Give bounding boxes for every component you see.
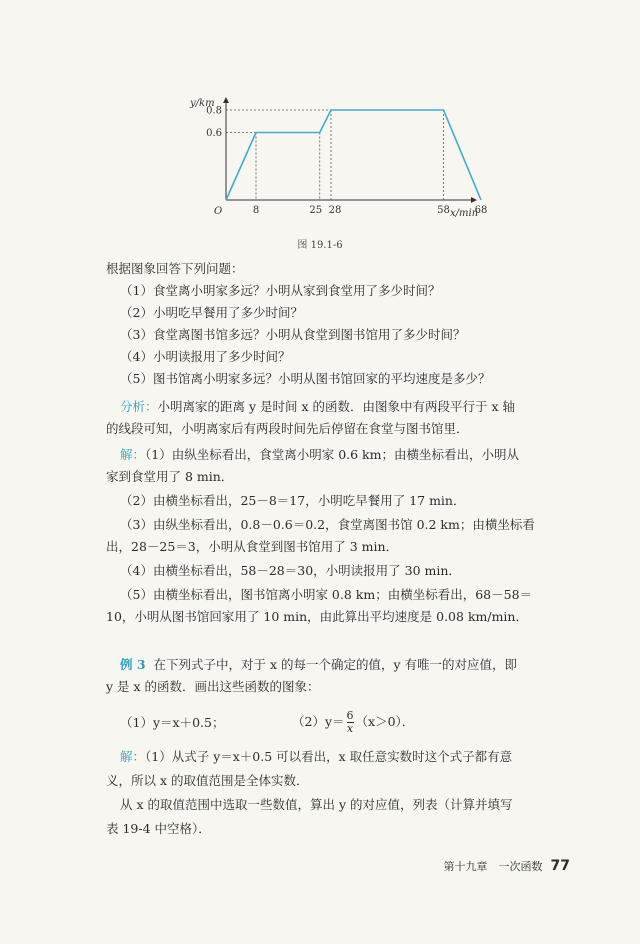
answer-5-line-2: 10，小明从图书馆回家用了 10 min，由此算出平均速度是 0.08 km/min． — [106, 609, 528, 624]
page-footer — [444, 858, 570, 874]
figure-caption: 图 19.1-6 — [297, 240, 343, 251]
x-tick-label: 25 — [309, 205, 323, 216]
distance-time-graph — [176, 92, 516, 242]
x-tick-label: 8 — [252, 205, 260, 216]
example-3-solution-line-4: 表 19-4 中空格）． — [106, 821, 211, 836]
y-tick-label: 0.6 — [206, 128, 222, 139]
example-3-solution-text-1: （1）从式子 y＝x＋0.5 可以看出，x 取任意实数时这个式子都有意 — [145, 749, 513, 764]
answer-1-line-2: 家到食堂用了 8 min． — [106, 469, 234, 484]
x-tick-label: 68 — [474, 205, 488, 216]
example-3-text-1: 在下列式子中，对于 x 的每一个确定的值，y 有唯一的对应值，即 — [153, 657, 518, 672]
example-3-solution-line-2: 义，所以 x 的取值范围是全体实数． — [106, 773, 309, 788]
analysis-label: 分析： — [120, 399, 158, 414]
y-tick-label: 0.8 — [206, 105, 222, 117]
chapter-title: 第十九章 一次函数 — [443, 860, 543, 873]
example-3-line-1 — [120, 654, 517, 676]
example-3-label: 例 3 — [120, 657, 146, 672]
question-3: （3）食堂离图书馆多远？小明从食堂到图书馆用了多少时间？ — [120, 327, 466, 342]
function-2 — [292, 708, 414, 736]
analysis-text-1: 小明离家的距离 y 是时间 x 的函数．由图象中有两段平行于 x 轴 — [157, 399, 516, 414]
example-3-solution-line-1 — [120, 746, 512, 768]
question-5: （5）图书馆离小明家多远？小明从图书馆回家的平均速度是多少？ — [120, 371, 491, 386]
question-1: （1）食堂离小明家多远？小明从家到食堂用了多少时间？ — [120, 283, 441, 298]
question-4: （4）小明读报用了多少时间？ — [120, 349, 291, 364]
fraction-numerator: 6 — [346, 709, 354, 722]
example-3-line-2: y 是 x 的函数．画出这些函数的图象： — [106, 679, 320, 694]
answer-3-line-1: （3）由纵坐标看出，0.8－0.6＝0.2，食堂离图书馆 0.2 km；由横坐标看 — [120, 517, 535, 532]
page-number: 77 — [550, 858, 570, 874]
x-axis-label: x/min — [450, 208, 479, 219]
fraction — [347, 710, 354, 735]
x-tick-label: 58 — [437, 205, 450, 216]
answer-5-line-1: （5）由横坐标看出，图书馆离小明家 0.8 km；由横坐标看出，68－58＝ — [120, 587, 533, 602]
fraction-denominator: x — [346, 722, 354, 735]
answer-1-text: （1）由纵坐标看出，食堂离小明家 0.6 km；由横坐标看出，小明从 — [145, 447, 519, 462]
answer-3-line-2: 出，28－25＝3，小明从食堂到图书馆用了 3 min． — [106, 539, 399, 554]
example-3-solution-line-3: 从 x 的取值范围中选取一些数值，算出 y 的对应值，列表（计算并填写 — [120, 797, 513, 812]
function-2-prefix: （2）y＝ — [292, 714, 345, 729]
function-1: （1）y＝x＋0.5； — [120, 715, 225, 730]
questions-intro: 根据图象回答下列问题： — [106, 261, 244, 276]
example-3-solution-label: 解： — [120, 749, 146, 764]
question-2: （2）小明吃早餐用了多少时间？ — [120, 305, 303, 320]
solution-label: 解： — [120, 447, 146, 462]
y-tick-labels — [206, 106, 222, 140]
x-tick-label: 28 — [328, 205, 342, 216]
series-line — [226, 110, 481, 200]
analysis-line-2: 的线段可知，小明离家后有两段时间先后停留在食堂与图书馆里． — [106, 421, 469, 436]
origin-label: O — [214, 206, 223, 217]
answer-4: （4）由横坐标看出，58－28＝30，小明读报用了 30 min． — [120, 563, 461, 578]
analysis-line-1 — [120, 396, 515, 418]
guide-lines — [226, 110, 444, 200]
answer-1-line-1 — [120, 444, 519, 466]
answer-2: （2）由横坐标看出，25－8＝17，小明吃早餐用了 17 min． — [120, 493, 466, 508]
function-2-condition: （x＞0）． — [355, 714, 415, 729]
y-axis-label: y/km — [190, 98, 215, 109]
